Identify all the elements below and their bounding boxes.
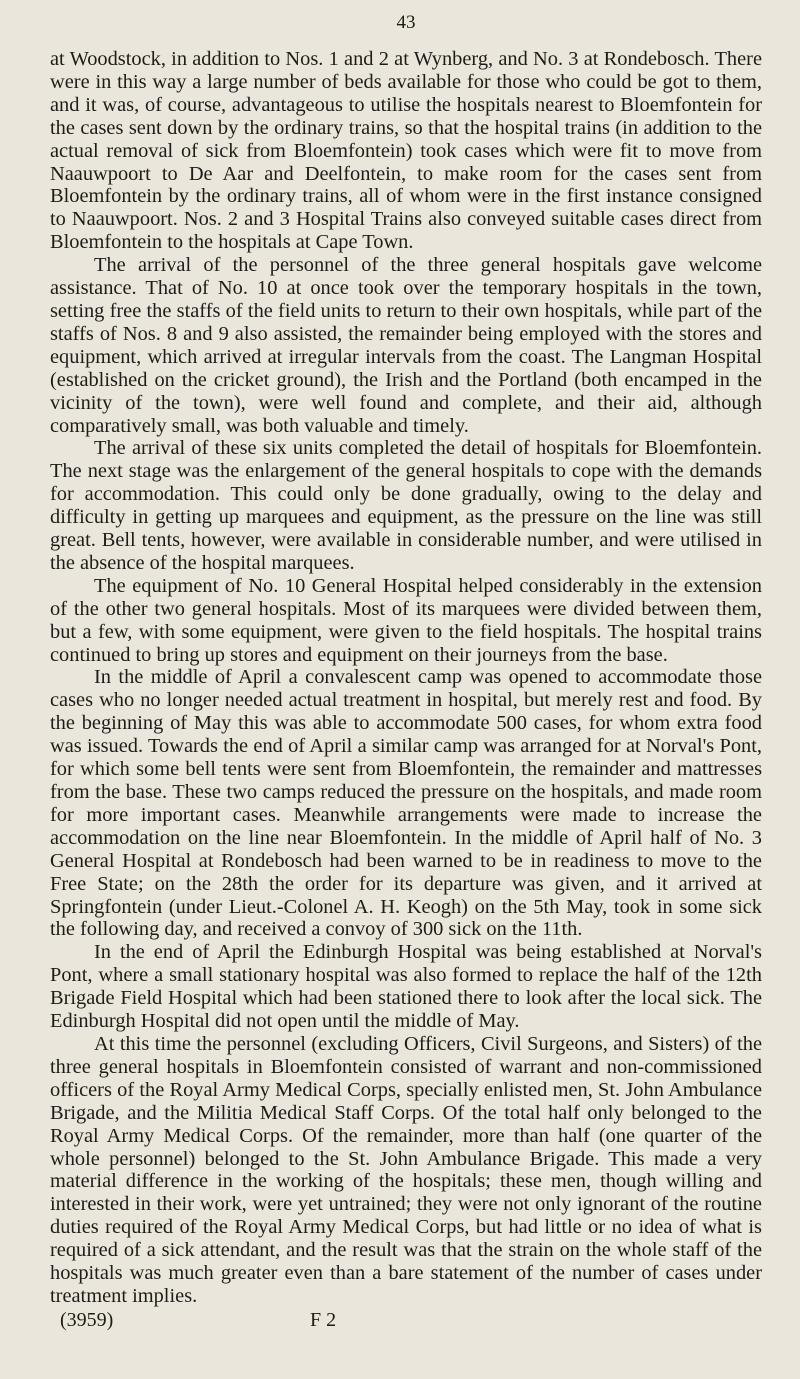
paragraph-general-hospitals-arrival: The arrival of the personnel of the three general hospitals gave welcome assistance. That of No. 10 at once took over the temporary hospitals in the town, setting free the staffs of the field units to return to their own hospitals, while part of the staffs of Nos. 8 and 9 also assisted, the remainder being employed with the stores and equipment, which arrived at irregular intervals from the coast. The Langman Hospital (established on the cricket ground), the Irish and the Portland (both encamped in the vicinity of the town), were well found and complete, and their aid, although comparatively small, was both valuable and timely. [50,254,762,437]
print-code: (3959) [60,1308,114,1331]
paragraph-convalescent-camp: In the middle of April a convalescent camp was opened to accommodate those cases who no longer needed actual treatment in hospital, but merely rest and food. By the beginning of May this was able to accommodate 500 cases, for whom extra food was issued. Towards the end of April a similar camp was arranged for at Norval's Pont, for which some bell tents were sent from Bloemfontein, the remainder and mattresses from the base. These two camps reduced the pressure on the hospitals, and made room for more important cases. Meanwhile arrangements were made to increase the accommodation on the line near Bloemfontein. In the middle of April half of No. 3 General Hospital at Rondebosch had been warned to be in readiness to move to the Free State; on the 28th the order for its departure was given, and it arrived at Springfontein (under Lieut.-Colonel A. H. Keogh) on the 5th May, took in some sick the following day, and received a convoy of 300 sick on the 11th. [50,666,762,941]
paragraph-equipment: The equipment of No. 10 General Hospital helped considerably in the extension of the other two general hospitals. Most of its marquees were divided between them, but a few, with some equipment, were given to the field hospitals. The hospital trains continued to bring up stores and equipment on their journeys from the base. [50,574,762,666]
paragraph-continued: at Woodstock, in addition to Nos. 1 and 2 at Wynberg, and No. 3 at Rondebosch. There were in this way a large number of beds available for those who could be got to them, and it was, of course, advantageous to utilise the hospitals nearest to Bloemfontein for the cases sent down by the ordinary trains, so that the hospital trains (in addition to the actual removal of sick from Bloemfontein) took cases which were fit to move from Naauwpoort to De Aar and Deelfontein, to make room for the cases sent from Bloemfontein by the ordinary trains, all of whom were in the first instance consigned to Naauwpoort. Nos. 2 and 3 Hospital Trains also conveyed suitable cases direct from Bloemfontein to the hospitals at Cape Town. [50,48,762,254]
signature-mark: F 2 [310,1308,337,1331]
paragraph-personnel: At this time the personnel (excluding Officers, Civil Surgeons, and Sisters) of the three general hospitals in Bloemfontein consisted of warrant and non-commissioned officers of the Royal Army Medical Corps, specially enlisted men, St. John Ambulance Brigade, and the Militia Medical Staff Corps. Of the total half only belonged to the Royal Army Medical Corps. Of the remainder, more than half (one quarter of the whole personnel) belonged to the St. John Ambulance Brigade. This made a very material difference in the working of the hospitals; these men, though willing and interested in their work, were yet untrained; they were not only ignorant of the routine duties required of the Royal Army Medical Corps, but had little or no idea of what is required of a sick attendant, and the result was that the strain on the whole staff of the hospitals was much greater even than a bare statement of the number of cases under treatment implies. [50,1032,762,1307]
page-footer [50,1309,762,1331]
paragraph-edinburgh-hospital: In the end of April the Edinburgh Hospital was being established at Norval's Pont, where a small stationary hospital was also formed to replace the half of the 12th Brigade Field Hospital which had been stationed there to look after the local sick. The Edinburgh Hospital did not open until the middle of May. [50,941,762,1033]
page-number: 43 [396,12,416,33]
paragraph-enlargement: The arrival of these six units completed the detail of hospitals for Bloemfontein. The next stage was the enlargement of the general hospitals to cope with the demands for accommodation. This could only be done gradually, owing to the delay and difficulty in getting up marquees and equipment, as the pressure on the line was still great. Bell tents, however, were available in considerable number, and were utilised in the absence of the hospital marquees. [50,437,762,574]
